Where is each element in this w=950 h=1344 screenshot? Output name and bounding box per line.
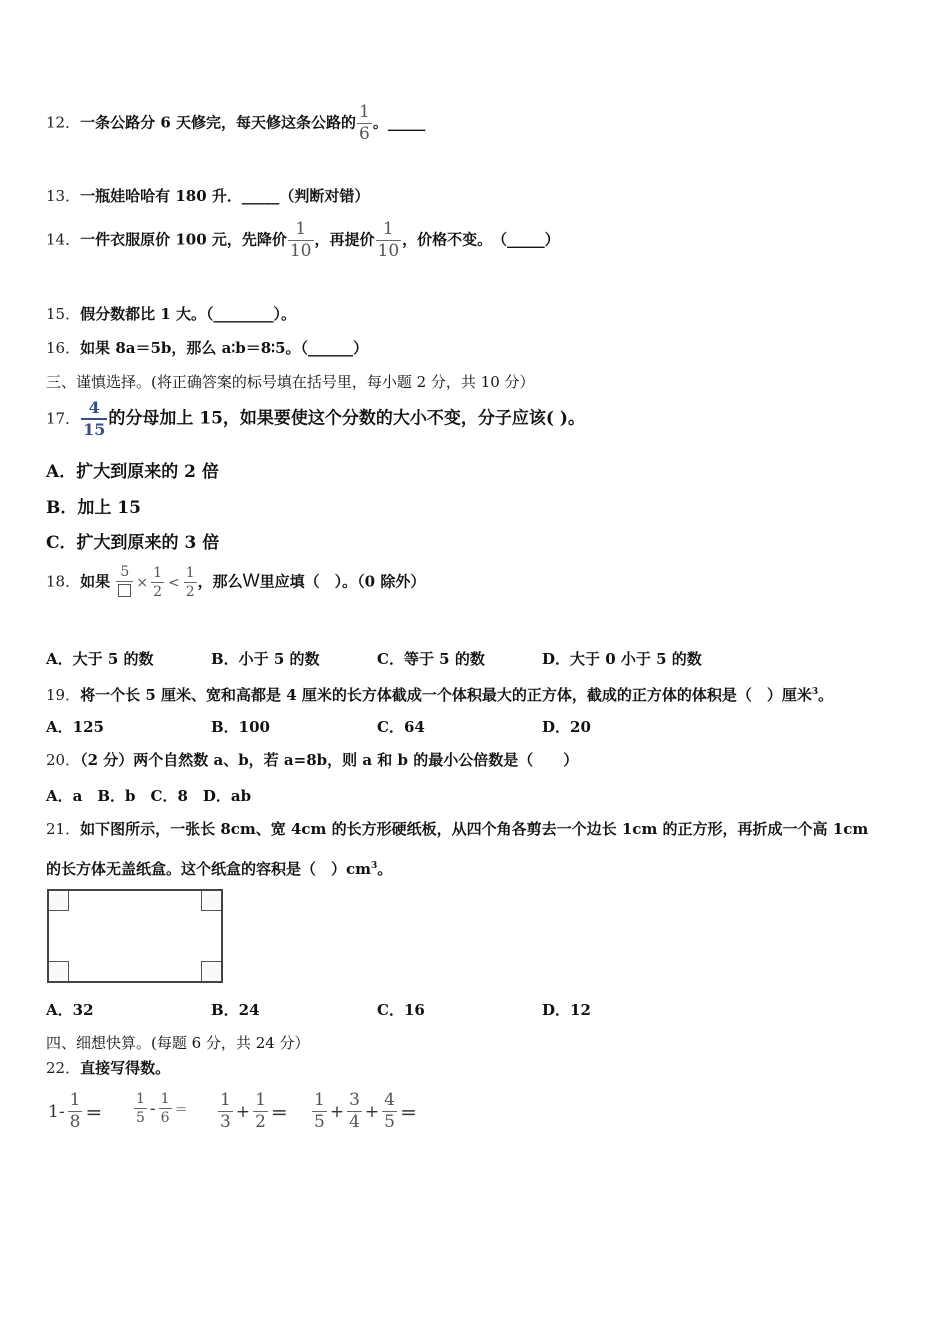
question-text: 一件衣服原价 100 元，先降价 <box>80 230 287 249</box>
superscript: 3 <box>371 861 378 871</box>
question-text: 将一个长 5 厘米、宽和高都是 4 厘米的长方体截成一个体积最大的正方体，截成的正方体的体积是（ ）厘米 <box>80 686 812 704</box>
fraction: $\frac{1}{2}$ <box>185 565 195 600</box>
question-text: 的长方体无盖纸盒。这个纸盒的容积是（ ）cm <box>46 860 372 878</box>
section-title: 四、细想快算。(每题 6 分，共 24 分） <box>46 1034 310 1052</box>
question-number: 22． <box>46 1059 81 1077</box>
equals-sign: ＝ <box>174 1103 188 1118</box>
option-b[interactable]: B．小于 5 的数 <box>211 650 320 668</box>
fraction: $\frac{1}{6}$ <box>160 1091 170 1126</box>
expression-1 <box>46 1092 104 1131</box>
expression-2 <box>133 1092 190 1125</box>
question-number: 13． <box>46 187 81 205</box>
question-number: 14． <box>46 230 81 249</box>
question-text: ，那么 <box>197 572 243 591</box>
question-text: ，价格不变。 （_____） <box>402 230 560 249</box>
fraction: $\frac{1}{5}$ <box>314 1090 325 1132</box>
question-number: 20． <box>46 751 81 769</box>
fraction: 5 <box>116 565 133 600</box>
cut-corner <box>201 891 221 911</box>
question-text: 假分数都比 1 大。（________）。 <box>80 305 296 323</box>
question-text: 一条公路分 6 天修完，每天修这条公路的 <box>80 113 356 132</box>
question-17 <box>46 400 585 438</box>
fraction: $\frac{1}{10}$ <box>289 219 312 261</box>
options-row[interactable]: A．a B．b C．8 D．ab <box>46 787 252 805</box>
operator: + <box>364 1101 380 1122</box>
fraction: $\frac{1}{5}$ <box>136 1091 145 1126</box>
blank-box <box>118 584 131 597</box>
option-d[interactable]: D．20 <box>542 718 591 736</box>
equals-sign: ＝ <box>270 1104 288 1124</box>
fraction: $\frac{1}{6}$ <box>358 102 370 144</box>
question-text: 。 <box>377 860 393 878</box>
expression-4 <box>311 1092 419 1131</box>
section-title: 三、谨慎选择。(将正确答案的标号填在括号里，每小题 2 分，共 10 分） <box>46 373 535 391</box>
option-c[interactable]: C．扩大到原来的 3 倍 <box>46 533 220 553</box>
option-c[interactable]: C．64 <box>377 718 425 736</box>
question-14 <box>46 221 560 260</box>
section-4-heading <box>46 1033 310 1053</box>
question-text: 里应填（ ）。（0 除外） <box>259 572 426 591</box>
equals-sign: ＝ <box>399 1104 417 1124</box>
question-number: 15． <box>46 305 81 323</box>
fraction: $\frac{3}{4}$ <box>349 1090 360 1132</box>
question-18 <box>46 565 425 600</box>
question-13 <box>46 186 369 206</box>
fraction: $\frac{1}{2}$ <box>153 565 162 600</box>
option-a[interactable]: A．125 <box>46 718 104 736</box>
section-3-heading <box>46 372 535 392</box>
question-19 <box>46 682 833 705</box>
equals-sign: ＝ <box>85 1104 103 1124</box>
times-sign: × <box>136 574 149 591</box>
option-c[interactable]: C．等于 5 的数 <box>377 650 485 668</box>
option-d[interactable]: D．大于 0 小于 5 的数 <box>542 650 702 668</box>
question-text: （2 分）两个自然数 a、b，若 a=8b，则 a 和 b 的最小公倍数是（ ） <box>80 751 579 769</box>
question-number: 12． <box>46 113 81 132</box>
answer-blank[interactable]: 。_____ <box>372 113 426 132</box>
option-b[interactable]: B．加上 15 <box>46 498 141 518</box>
question-number: 16． <box>46 339 81 357</box>
operator: + <box>329 1101 345 1122</box>
fraction: $\frac{1}{10}$ <box>377 219 400 261</box>
cut-corner <box>49 961 69 981</box>
option-a[interactable]: A．扩大到原来的 2 倍 <box>46 462 219 482</box>
option-d[interactable]: D．12 <box>542 1001 591 1019</box>
question-number: 19． <box>46 686 81 704</box>
question-text: 如下图所示，一张长 8cm、宽 4cm 的长方形硬纸板，从四个角各剪去一个边长 1cm 的正方形，再折成一个高 1cm <box>80 820 869 838</box>
cut-corner <box>49 891 69 911</box>
operand: 1- <box>48 1101 65 1122</box>
less-than-sign: < <box>168 574 180 591</box>
fraction: $\frac{1}{8}$ <box>69 1090 81 1132</box>
option-c[interactable]: C．16 <box>377 1001 425 1019</box>
superscript: 3 <box>811 687 819 697</box>
question-16 <box>46 338 368 358</box>
question-text: 的分母加上 15，如果要使这个分数的大小不变，分子应该( )。 <box>108 408 585 429</box>
fraction: $\frac{4}{15}$ <box>83 398 106 439</box>
operator: + <box>235 1101 251 1122</box>
question-21 <box>46 819 868 839</box>
option-a[interactable]: A．大于 5 的数 <box>46 650 154 668</box>
question-21-continued <box>46 856 392 879</box>
question-text: 如果 <box>80 572 111 591</box>
option-b[interactable]: B．24 <box>211 1001 260 1019</box>
question-number: 17． <box>46 409 81 428</box>
question-number: 21． <box>46 820 81 838</box>
question-12 <box>46 104 425 143</box>
question-22 <box>46 1058 170 1078</box>
fraction: $\frac{4}{5}$ <box>384 1090 395 1132</box>
operator: - <box>149 1098 156 1119</box>
w-symbol: W <box>242 570 260 591</box>
expression-3 <box>217 1092 290 1131</box>
question-text: 如果 8a＝5b，那么 a∶b＝8∶5。（______） <box>80 339 369 357</box>
cut-corner <box>201 961 221 981</box>
question-text: ，再提价 <box>314 230 375 249</box>
fraction: $\frac{1}{3}$ <box>220 1090 231 1132</box>
question-text: 一瓶娃哈哈有 180 升．_____（判断对错） <box>80 187 370 205</box>
question-15 <box>46 304 296 324</box>
question-20 <box>46 750 578 770</box>
fraction: $\frac{1}{2}$ <box>255 1090 266 1132</box>
question-number: 18． <box>46 572 81 591</box>
question-text: 直接写得数。 <box>80 1059 171 1077</box>
option-a[interactable]: A．32 <box>46 1001 94 1019</box>
option-b[interactable]: B．100 <box>211 718 270 736</box>
question-text: 。 <box>818 686 834 704</box>
cardboard-figure <box>47 889 223 983</box>
